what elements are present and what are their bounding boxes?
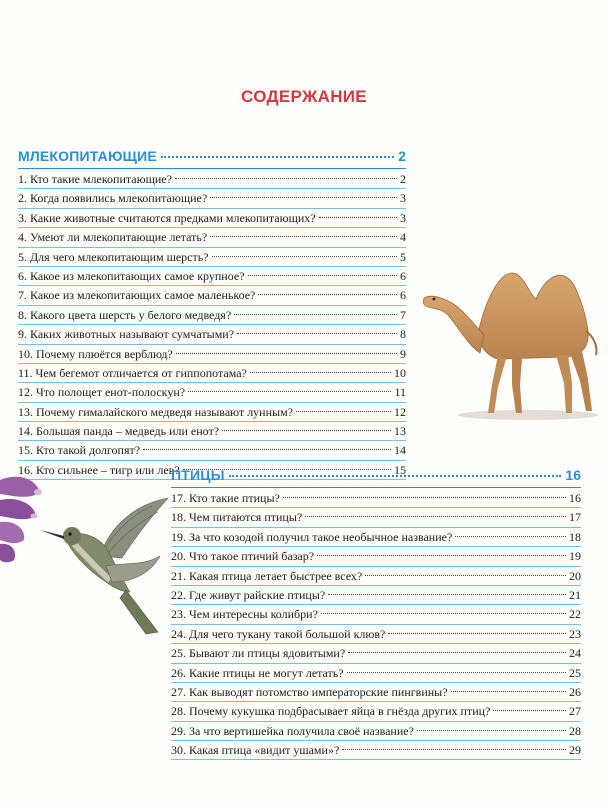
section-title: МЛЕКОПИТАЮЩИЕ (18, 148, 157, 164)
entry-text: 11. Чем бегемот отличается от гиппопотама? (18, 365, 247, 380)
entry-page-number: 2 (400, 172, 406, 186)
toc-entry[interactable] (18, 345, 406, 364)
entry-page-number: 24 (569, 646, 581, 661)
dot-leader (347, 672, 566, 673)
entry-text: 24. Для чего тукану такой большой клюв? (171, 626, 386, 641)
entry-page-number: 5 (400, 249, 406, 264)
entry-page-number: 12 (394, 404, 406, 419)
toc-entry[interactable] (18, 383, 406, 402)
section-birds (171, 467, 581, 760)
dot-leader (175, 178, 397, 179)
dot-leader (305, 516, 566, 517)
entry-text: 20. Что такое птичий базар? (171, 549, 315, 564)
entry-text: 1. Кто такие млекопитающие? (18, 172, 172, 186)
toc-entry[interactable] (18, 209, 406, 228)
section-header[interactable] (171, 467, 581, 487)
dot-leader (342, 749, 566, 750)
entry-text: 4. Умеют ли млекопитающие летать? (18, 230, 208, 245)
entry-text: 16. Кто сильнее – тигр или лев? (18, 462, 180, 477)
dot-leader (222, 430, 391, 431)
section-page-number: 16 (565, 467, 581, 483)
entry-page-number: 18 (569, 529, 581, 544)
entry-page-number: 14 (394, 443, 406, 458)
toc-entry[interactable] (171, 702, 581, 721)
toc-entry[interactable] (171, 683, 581, 702)
entry-page-number: 25 (569, 665, 581, 680)
toc-entry[interactable] (18, 364, 406, 383)
divider (171, 487, 581, 488)
toc-entry[interactable] (171, 528, 581, 547)
dot-leader (258, 294, 397, 295)
toc-entry[interactable] (18, 189, 406, 208)
dot-leader (321, 613, 566, 614)
toc-entry[interactable] (171, 508, 581, 527)
entry-text: 7. Какое из млекопитающих самое маленькое? (18, 288, 256, 303)
entry-text: 9. Каких животных называют сумчатыми? (18, 327, 235, 342)
entry-text: 6. Какое из млекопитающих самое крупное? (18, 268, 245, 283)
entry-page-number: 20 (569, 568, 581, 583)
entry-page-number: 22 (569, 607, 581, 622)
entry-text: 27. Как выводят потомство императорские пингвины? (171, 684, 448, 699)
divider (18, 168, 406, 169)
entry-page-number: 6 (400, 268, 406, 283)
entry-text: 26. Какие птицы не могут летать? (171, 665, 344, 680)
section-mammals (18, 148, 406, 480)
toc-entry[interactable] (18, 286, 406, 305)
entry-text: 23. Чем интересны колибри? (171, 607, 318, 622)
entry-text: 15. Кто такой долгопят? (18, 443, 141, 458)
section-page-number: 2 (398, 148, 406, 164)
dot-leader (365, 575, 566, 576)
entry-text: 18. Чем питаются птицы? (171, 510, 303, 525)
entry-text: 29. За что вертишейка получила своё название? (171, 723, 414, 738)
dot-leader (237, 333, 397, 334)
page-title: СОДЕРЖАНИЕ (241, 87, 367, 106)
entry-page-number: 16 (569, 491, 581, 505)
entry-text: 25. Бывают ли птицы ядовитыми? (171, 646, 346, 661)
toc-entry[interactable] (18, 306, 406, 325)
toc-entry[interactable] (18, 441, 406, 460)
entry-page-number: 11 (394, 385, 406, 400)
entry-page-number: 19 (569, 549, 581, 564)
entry-page-number: 3 (400, 191, 406, 206)
toc-entry[interactable] (171, 586, 581, 605)
toc-entry[interactable] (171, 489, 581, 508)
toc-entry[interactable] (171, 605, 581, 624)
toc-entry[interactable] (18, 422, 406, 441)
dot-leader (493, 710, 566, 711)
entry-text: 10. Почему плюётся верблюд? (18, 346, 173, 361)
entry-page-number: 15 (394, 462, 406, 477)
entry-page-number: 9 (400, 346, 406, 361)
entry-page-number: 23 (569, 626, 581, 641)
entry-page-number: 6 (400, 288, 406, 303)
entry-page-number: 10 (394, 365, 406, 380)
dot-leader (417, 730, 566, 731)
dot-leader (455, 536, 566, 537)
dot-leader (210, 236, 397, 237)
dot-leader (388, 633, 566, 634)
entry-text: 5. Для чего млекопитающим шерсть? (18, 249, 209, 264)
dot-leader (229, 475, 562, 477)
dot-leader (317, 555, 566, 556)
entry-text: 8. Какого цвета шерсть у белого медведя? (18, 307, 232, 322)
entry-text: 14. Большая панда – медведь или енот? (18, 424, 220, 439)
hummingbird-illustration (40, 496, 170, 636)
toc-entry[interactable] (171, 722, 581, 741)
entry-page-number: 13 (394, 424, 406, 439)
dot-leader (328, 594, 566, 595)
section-header[interactable] (18, 148, 406, 168)
toc-entry[interactable] (171, 644, 581, 663)
entry-page-number: 26 (569, 684, 581, 699)
entry-page-number: 4 (400, 230, 406, 245)
entry-page-number: 8 (400, 327, 406, 342)
section-title: ПТИЦЫ (171, 467, 225, 483)
toc-entry[interactable] (18, 170, 406, 189)
entry-text: 3. Какие животные считаются предками млекопитающих? (18, 210, 316, 225)
entry-page-number: 28 (569, 723, 581, 738)
entry-page-number: 3 (400, 210, 406, 225)
entry-page-number: 17 (569, 510, 581, 525)
entry-text: 17. Кто такие птицы? (171, 491, 280, 505)
toc-entry[interactable] (18, 325, 406, 344)
dot-leader (248, 275, 397, 276)
toc-entry[interactable] (18, 403, 406, 422)
entry-text: 13. Почему гималайского медведя называют лунным? (18, 404, 294, 419)
entry-text: 30. Какая птица «видит ушами»? (171, 743, 340, 758)
dot-leader (319, 217, 397, 218)
entry-page-number: 27 (569, 704, 581, 719)
entry-text: 21. Какая птица летает быстрее всех? (171, 568, 363, 583)
entry-text: 22. Где живут райские птицы? (171, 587, 326, 602)
dot-leader (234, 314, 397, 315)
entry-page-number: 7 (400, 307, 406, 322)
entry-page-number: 21 (569, 587, 581, 602)
entry-text: 19. За что козодой получил такое необычное название? (171, 529, 453, 544)
dot-leader (188, 391, 391, 392)
toc-entry[interactable] (171, 625, 581, 644)
entry-text: 2. Когда появились млекопитающие? (18, 191, 208, 206)
camel-illustration (418, 255, 608, 425)
toc-entry[interactable] (171, 664, 581, 683)
toc-entry[interactable] (171, 567, 581, 586)
toc-entry[interactable] (18, 228, 406, 247)
dot-leader (176, 353, 397, 354)
dot-leader (210, 197, 397, 198)
toc-entry[interactable] (171, 741, 581, 760)
dot-leader (348, 652, 566, 653)
dot-leader (212, 256, 397, 257)
toc-entry[interactable] (18, 248, 406, 267)
dot-leader (250, 372, 391, 373)
dot-leader (451, 691, 566, 692)
dot-leader (296, 411, 391, 412)
dot-leader (283, 497, 566, 498)
toc-entry[interactable] (18, 267, 406, 286)
toc-entry[interactable] (171, 547, 581, 566)
entry-text: 12. Что полощет енот-полоскун? (18, 385, 186, 400)
dot-leader (161, 156, 394, 158)
dot-leader (143, 449, 391, 450)
entry-page-number: 29 (569, 743, 581, 758)
entry-text: 28. Почему кукушка подбрасывает яйца в гнёзда других птиц? (171, 704, 491, 719)
